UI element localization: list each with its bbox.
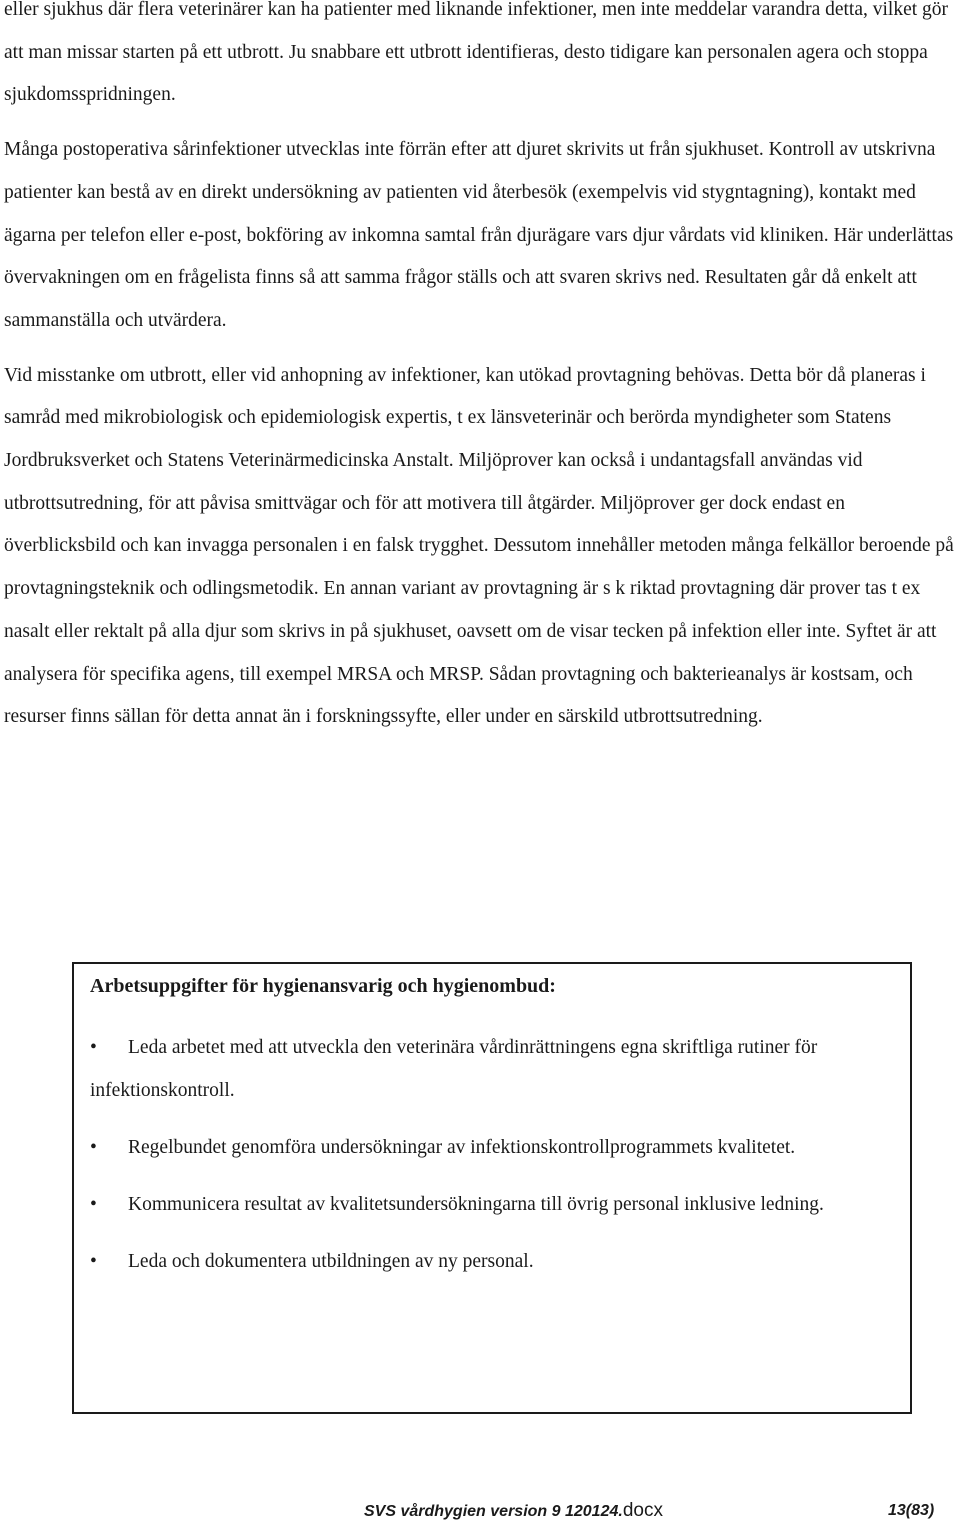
task-box — [72, 962, 912, 1414]
footer-document-label — [364, 1501, 663, 1522]
bullet-icon: • — [90, 1037, 97, 1058]
page-number: 13(83) — [888, 1502, 935, 1519]
footer-doc-name: SVS vårdhygien version 9 120124. — [364, 1503, 623, 1520]
body-text — [4, 0, 954, 739]
bullet-icon: • — [90, 1194, 97, 1215]
task-item-text: Kommunicera resultat av kvalitetsundersökningarna till övrig personal inklusive ledning. — [128, 1194, 824, 1215]
paragraph-outbreak-detection: eller sjukhus där flera veterinärer kan ha patienter med liknande infektioner, men inte meddelar varandra detta, vilket gör att man missar starten på ett utbrott. Ju snabbare ett utbrott identifieras, desto tidigare kan personalen agera och stoppa sjukdomsspridningen. — [4, 0, 949, 106]
task-item — [90, 1183, 890, 1226]
task-item — [90, 1026, 890, 1112]
task-list — [90, 1026, 890, 1297]
bullet-icon: • — [90, 1137, 97, 1158]
task-box-title: Arbetsuppgifter för hygienansvarig och hygienombud: — [90, 975, 556, 997]
paragraph-sampling: Vid misstanke om utbrott, eller vid anhopning av infektioner, kan utökad provtagning behövas. Detta bör då planeras i samråd med mikrobiologisk och epidemiologisk expertis, t ex länsveterinär och berörda myndigheter som Statens Jordbruksverket och Statens Veterinärmedicinska Anstalt. Miljöprover kan också i undantagsfall användas vid utbrottsutredning, för att påvisa smittvägar och för att motivera till åtgärder. Miljöprover ger dock endast en överblicksbild och kan invagga personalen i en falsk trygghet. Dessutom innehåller metoden många felkällor beroende på provtagningsteknik och odlingsmetodik. En annan variant av provtagning är s k riktad provtagning där prover tas t ex nasalt eller rektalt på alla djur som skrivs in på sjukhuset, oavsett om de visar tecken på infektion eller inte. Syftet är att analysera för specifika agens, till exempel MRSA och MRSP. Sådan provtagning och bakterieanalys är kostsam, och resurser finns sällan för detta annat än i forskningssyfte, eller under en särskild utbrottsutredning. — [4, 364, 954, 728]
task-item — [90, 1240, 890, 1283]
task-item-text: Regelbundet genomföra undersökningar av infektionskontrollprogrammets kvalitetet. — [128, 1137, 796, 1158]
paragraph-postoperative-followup: Många postoperativa sårinfektioner utvecklas inte förrän efter att djuret skrivits ut från sjukhuset. Kontroll av utskrivna patienter kan bestå av en direkt undersökning av patienten vid återbesök (exempelvis vid stygntagning), kontakt med ägarna per telefon eller e-post, bokföring av inkomna samtal från djurägare vars djur vårdats vid kliniken. Här underlättas övervakningen om en frågelista finns så att samma frågor ställs och att svaren skrivs ned. Resultaten går då enkelt att sammanställa och utvärdera. — [4, 139, 954, 331]
task-item — [90, 1126, 890, 1169]
task-item-text: Leda och dokumentera utbildningen av ny personal. — [128, 1251, 534, 1272]
footer-doc-ext: docx — [622, 1500, 663, 1521]
task-item-text: Leda arbetet med att utveckla den veterinära vårdinrättningens egna skriftliga rutiner för infektionskontroll. — [90, 1037, 818, 1101]
bullet-icon: • — [90, 1251, 97, 1272]
